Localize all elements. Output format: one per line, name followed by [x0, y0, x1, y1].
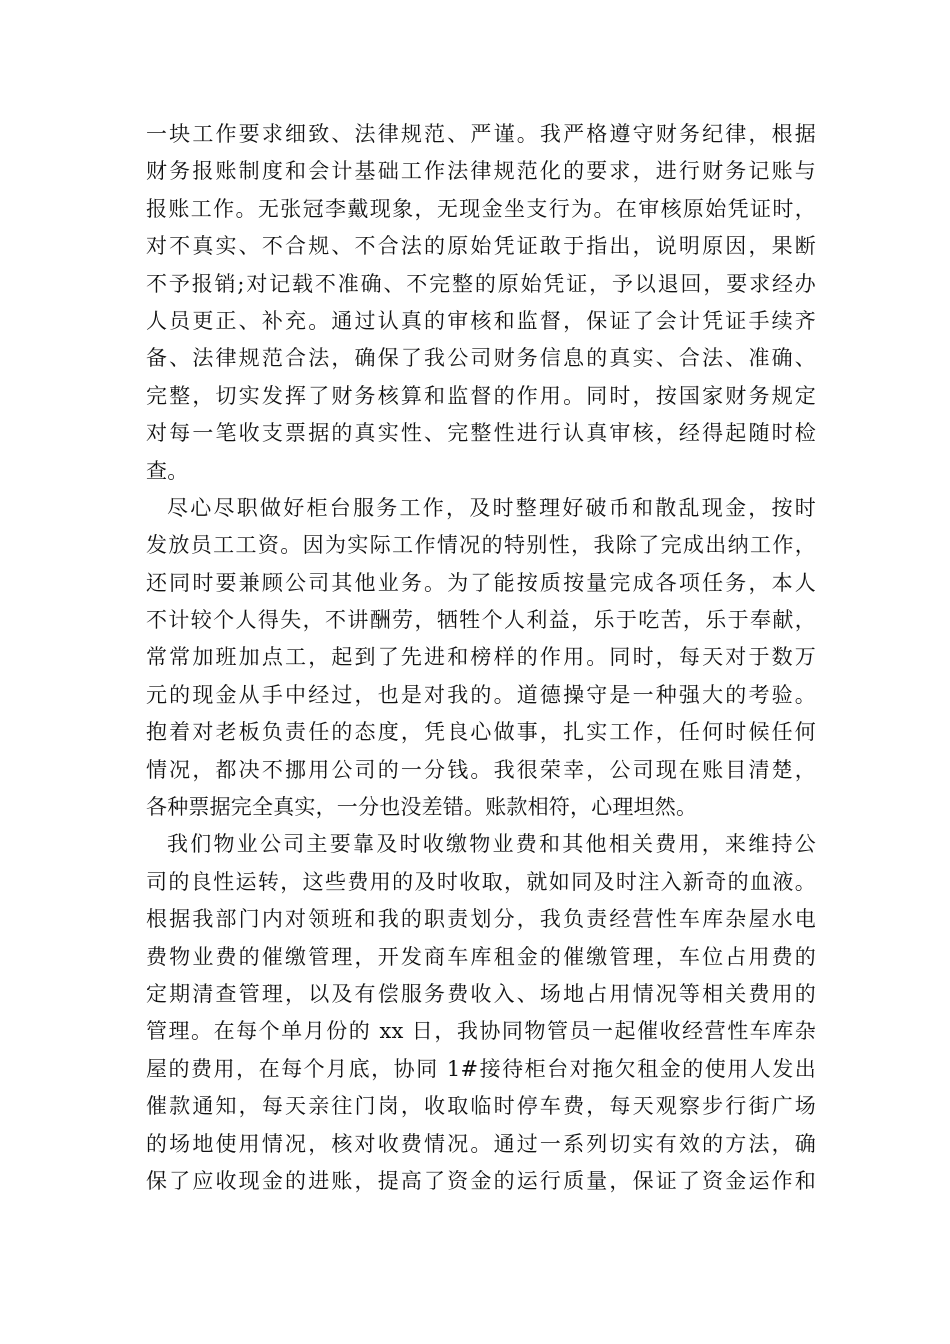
- text-line: 费物业费的催缴管理，开发商车库租金的催缴管理，车位占用费的: [146, 944, 816, 969]
- text-line: 对不真实、不合规、不合法的原始凭证敢于指出，说明原因，果断: [146, 234, 816, 259]
- text-line: 财务报账制度和会计基础工作法律规范化的要求，进行财务记账与: [146, 159, 816, 184]
- paragraph-1: [146, 116, 816, 490]
- text-line: 不计较个人得失，不讲酬劳，牺牲个人利益，乐于吃苦，乐于奉献，: [146, 608, 816, 633]
- text-line: 还同时要兼顾公司其他业务。为了能按质按量完成各项任务，本人: [146, 570, 816, 595]
- text-line: 根据我部门内对领班和我的职责划分，我负责经营性车库杂屋水电: [146, 907, 816, 932]
- text-line: 的场地使用情况，核对收费情况。通过一系列切实有效的方法，确: [146, 1131, 816, 1156]
- text-line: 各种票据完全真实，一分也没差错。账款相符，心理坦然。: [146, 795, 698, 820]
- text-line: 定期清查管理，以及有偿服务费收入、场地占用情况等相关费用的: [146, 981, 816, 1006]
- paragraph-2: [146, 490, 816, 827]
- text-line: 发放员工工资。因为实际工作情况的特别性，我除了完成出纳工作，: [146, 533, 816, 558]
- text-line: 完整，切实发挥了财务核算和监督的作用。同时，按国家财务规定: [146, 383, 816, 408]
- text-line: 一块工作要求细致、法律规范、严谨。我严格遵守财务纪律，根据: [146, 122, 816, 146]
- text-line: 催款通知，每天亲往门岗，收取临时停车费，每天观察步行街广场: [146, 1094, 816, 1119]
- text-line: 备、法律规范合法，确保了我公司财务信息的真实、合法、准确、: [146, 346, 816, 371]
- text-line: 元的现金从手中经过，也是对我的。道德操守是一种强大的考验。: [146, 682, 816, 707]
- text-line: 报账工作。无张冠李戴现象，无现金坐支行为。在审核原始凭证时，: [146, 196, 816, 221]
- text-line: 保了应收现金的进账，提高了资金的运行质量，保证了资金运作和: [146, 1168, 816, 1193]
- text-line: 对每一笔收支票据的真实性、完整性进行认真审核，经得起随时检: [146, 421, 816, 446]
- text-line: 尽心尽职做好柜台服务工作，及时整理好破币和散乱现金，按时: [167, 495, 816, 520]
- text-line: 常常加班加点工，起到了先进和榜样的作用。同时，每天对于数万: [146, 645, 816, 670]
- paragraph-3: [146, 826, 816, 1200]
- text-line: 管理。在每个单月份的 xx 日，我协同物管员一起催收经营性车库杂: [146, 1019, 816, 1044]
- text-line: 屋的费用，在每个月底，协同 1#接待柜台对拖欠租金的使用人发出: [146, 1056, 816, 1081]
- text-line: 抱着对老板负责任的态度，凭良心做事，扎实工作，任何时候任何: [146, 720, 816, 745]
- text-line: 不予报销;对记载不准确、不完整的原始凭证，予以退回，要求经办: [146, 271, 816, 296]
- text-line: 人员更正、补充。通过认真的审核和监督，保证了会计凭证手续齐: [146, 308, 816, 333]
- text-line: 查。: [146, 458, 189, 483]
- body-text: [146, 116, 816, 1200]
- text-line: 司的良性运转，这些费用的及时收取，就如同及时注入新奇的血液。: [146, 869, 816, 894]
- text-line: 情况，都决不挪用公司的一分钱。我很荣幸，公司现在账目清楚，: [146, 757, 816, 782]
- text-line: 我们物业公司主要靠及时收缴物业费和其他相关费用，来维持公: [167, 832, 816, 857]
